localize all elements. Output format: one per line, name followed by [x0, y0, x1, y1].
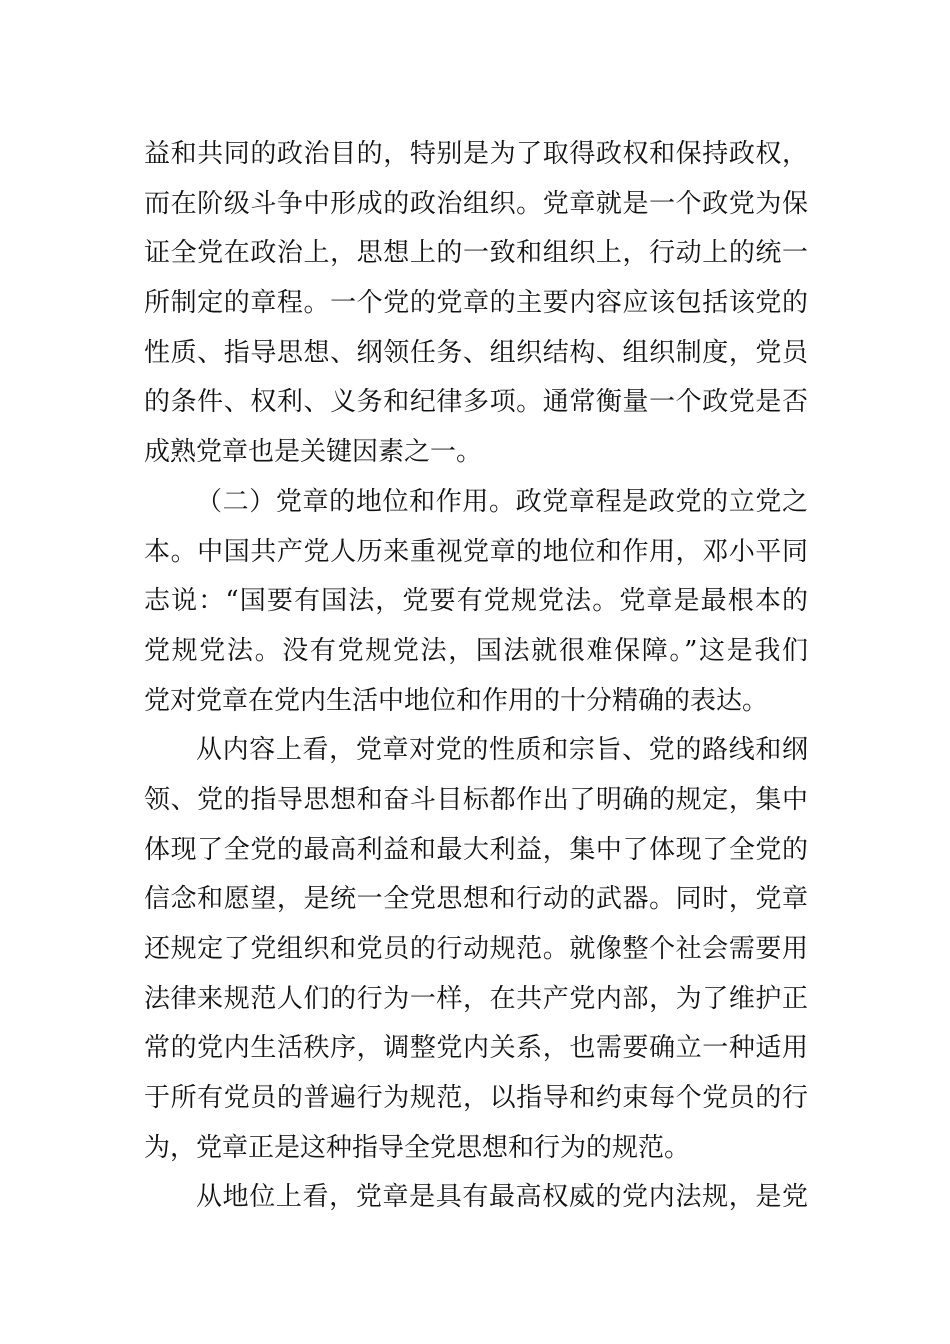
text-line: （二）党章的地位和作用。政党章程是政党的立党之 [196, 486, 808, 517]
text-line: 体现了全党的最高利益和最大利益，集中了体现了全党的 [144, 834, 808, 865]
text-line: 的条件、权利、义务和纪律多项。通常衡量一个政党是否 [144, 387, 808, 418]
text-line: 常的党内生活秩序，调整党内关系，也需要确立一种适用 [144, 1033, 808, 1064]
text-line: 为，党章正是这种指导全党思想和行为的规范。 [144, 1132, 691, 1163]
text-line: 还规定了党组织和党员的行动规范。就像整个社会需要用 [144, 934, 808, 964]
body-text [144, 130, 808, 1223]
text-line: 性质、指导思想、纲领任务、组织结构、组织制度，党员 [144, 337, 808, 368]
text-line: 于所有党员的普遍行为规范，以指导和约束每个党员的行 [144, 1083, 808, 1114]
text-line: 益和共同的政治目的，特别是为了取得政权和保持政权， [144, 139, 808, 169]
text-line: 志说：“国要有国法，党要有党规党法。党章是最根本的 [144, 586, 808, 617]
text-line: 领、党的指导思想和奋斗目标都作出了明确的规定，集中 [144, 784, 808, 815]
text-line: 党对党章在党内生活中地位和作用的十分精确的表达。 [144, 685, 769, 716]
text-line: 信念和愿望，是统一全党思想和行动的武器。同时，党章 [144, 884, 808, 915]
text-line: 从内容上看，党章对党的性质和宗旨、党的路线和纲 [196, 735, 808, 766]
text-line: 证全党在政治上，思想上的一致和组织上，行动上的统一 [144, 238, 808, 269]
text-line: 本。中国共产党人历来重视党章的地位和作用，邓小平同 [144, 536, 808, 567]
text-line: 所制定的章程。一个党的党章的主要内容应该包括该党的 [144, 288, 808, 319]
text-line: 从地位上看，党章是具有最高权威的党内法规，是党 [196, 1182, 808, 1213]
text-line: 法律来规范人们的行为一样，在共产党内部，为了维护正 [144, 983, 808, 1014]
text-line: 而在阶级斗争中形成的政治组织。党章就是一个政党为保 [144, 188, 808, 219]
text-line: 党规党法。没有党规党法，国法就很难保障。”这是我们 [144, 635, 808, 666]
text-line: 成熟党章也是关键因素之一。 [144, 437, 483, 468]
